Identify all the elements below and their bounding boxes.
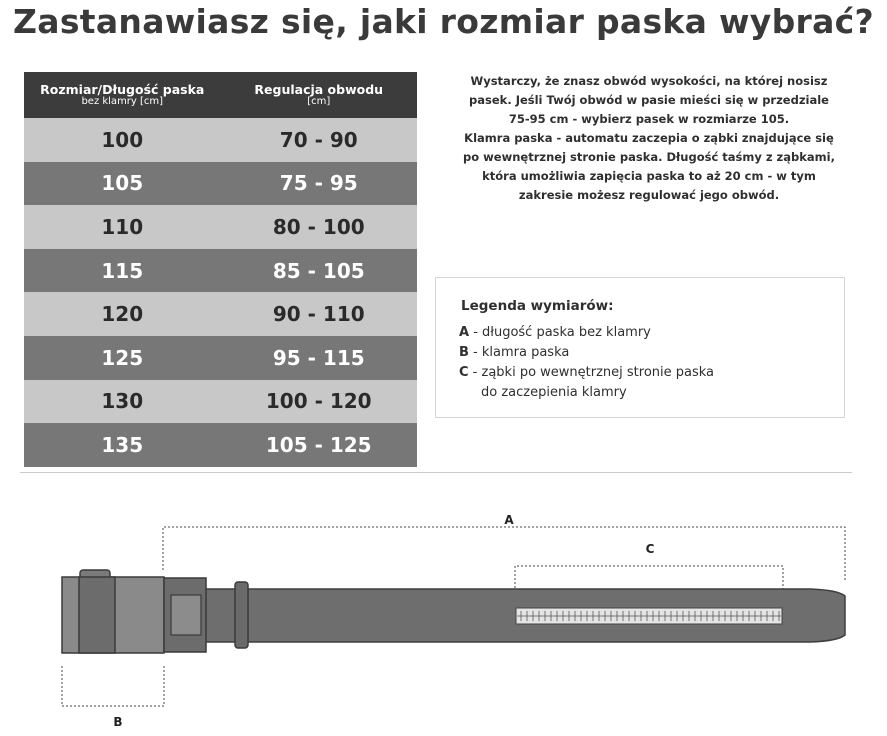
table-row	[24, 162, 417, 206]
buckle	[62, 570, 206, 653]
table-row	[24, 292, 417, 336]
range-cell: 90 - 110	[221, 292, 418, 336]
description-line: zakresie możesz regulować jego obwód.	[518, 188, 780, 202]
header-size-label: Rozmiar/Długość paska	[40, 81, 205, 97]
buckle-clasp	[79, 577, 115, 653]
legend-text: - długość paska bez klamry	[469, 325, 651, 340]
header-range-label: Regulacja obwodu	[254, 81, 384, 97]
range-cell: 85 - 105	[221, 249, 418, 293]
legend-key: C	[459, 365, 469, 380]
legend-item-a	[459, 323, 844, 343]
range-cell: 70 - 90	[221, 118, 418, 162]
header-range	[221, 72, 418, 118]
size-cell: 135	[24, 423, 221, 467]
dimension-b	[62, 666, 164, 706]
table-row	[24, 205, 417, 249]
legend-text-cont: do zaczepienia klamry	[481, 385, 627, 400]
dimension-legend	[435, 277, 845, 418]
table-header-row	[24, 72, 417, 118]
description-line: po wewnętrznej stronie paska. Długość taśmy z ząbkami,	[463, 150, 835, 164]
description-line: która umożliwia zapięcia paska to aż 20 cm - w tym	[482, 169, 816, 183]
description-line: Klamra paska - automatu zaczepia o ząbki znajdujące się	[464, 131, 834, 145]
header-size-sublabel: bez klamry [cm]	[81, 95, 164, 107]
dimension-b-label: B	[113, 715, 123, 729]
legend-text: - ząbki po wewnętrznej stronie paska	[468, 365, 715, 380]
description-line: Wystarczy, że znasz obwód wysokości, na której nosisz	[470, 74, 828, 88]
size-cell: 100	[24, 118, 221, 162]
legend-title: Legenda wymiarów:	[461, 298, 614, 314]
legend-key: B	[459, 345, 469, 360]
range-cell: 80 - 100	[221, 205, 418, 249]
table-row	[24, 118, 417, 162]
range-cell: 95 - 115	[221, 336, 418, 380]
size-cell: 125	[24, 336, 221, 380]
legend-item-b	[459, 343, 844, 363]
page-title: Zastanawiasz się, jaki rozmiar paska wybrać?	[13, 2, 874, 41]
header-size	[24, 72, 221, 118]
size-table	[24, 72, 417, 467]
description-line: pasek. Jeśli Twój obwód w pasie mieści się w przedziale	[469, 93, 829, 107]
legend-text: - klamra paska	[468, 345, 570, 360]
legend-item-c	[459, 363, 844, 403]
size-cell: 105	[24, 162, 221, 206]
size-cell: 110	[24, 205, 221, 249]
size-cell: 115	[24, 249, 221, 293]
header-range-sublabel: [cm]	[307, 95, 331, 107]
range-cell: 105 - 125	[221, 423, 418, 467]
dimension-a-label: A	[504, 513, 514, 527]
table-row	[24, 380, 417, 424]
belt-diagram	[0, 500, 887, 736]
section-divider	[20, 472, 852, 473]
range-cell: 75 - 95	[221, 162, 418, 206]
size-cell: 130	[24, 380, 221, 424]
buckle-window	[171, 595, 201, 635]
belt-loop	[235, 582, 248, 648]
table-row	[24, 423, 417, 467]
dimension-a	[163, 527, 845, 582]
size-cell: 120	[24, 292, 221, 336]
dimension-c-label: C	[645, 542, 655, 556]
table-row	[24, 249, 417, 293]
size-description	[424, 72, 874, 205]
legend-key: A	[459, 325, 470, 340]
table-row	[24, 336, 417, 380]
description-line: 75-95 cm - wybierz pasek w rozmiarze 105.	[508, 112, 790, 126]
range-cell: 100 - 120	[221, 380, 418, 424]
